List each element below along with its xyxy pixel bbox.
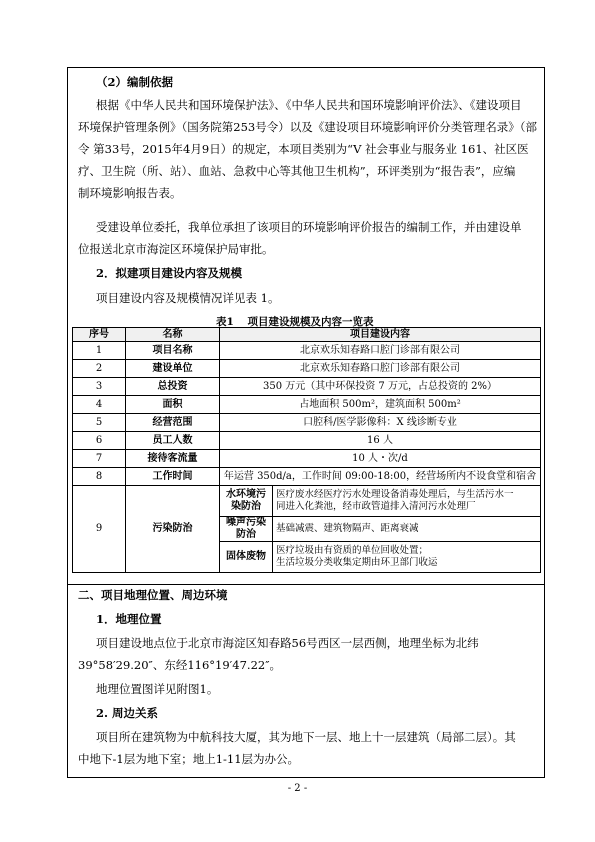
content-line: 同进入化粪池，经市政管道排入清河污水处理厂 (276, 501, 476, 512)
pollution-label-noise: 噪声污染防治 (220, 517, 273, 542)
row-no: 9 (73, 486, 126, 573)
location-line: 项目建设地点位于北京市海淀区知春路56号西区一层西侧，地理坐标为北纬 (96, 636, 479, 650)
pollution-content-solid (273, 542, 541, 573)
table-row (73, 360, 541, 378)
heading-location: 二、项目地理位置、周边环境 (78, 588, 228, 602)
table-caption-title: 项目建设规模及内容一览表 (247, 316, 374, 328)
table-row (73, 414, 541, 432)
para1-line: 根据《中华人民共和国环境保护法》、《中华人民共和国环境影响评价法》、《建设项目 (96, 98, 522, 112)
pollution-row-water (73, 486, 541, 517)
para1-line: 令 第33号，2015年4月9日）的规定，本项目类别为“V 社会事业与服务业 161、社区医 (78, 142, 529, 156)
para2-line: 位报送北京市海淀区环境保护局审批。 (78, 242, 274, 256)
subheading-surroundings: 2. 周边关系 (96, 706, 159, 720)
surroundings-line: 中地下-1层为地下室；地上1-11层为办公。 (78, 752, 300, 766)
heading-edit-basis: （2）编制依据 (96, 75, 174, 89)
heading-content-scale: 2．拟建项目建设内容及规模 (96, 266, 243, 280)
row-name: 工作时间 (126, 468, 220, 486)
table-header-row (73, 328, 541, 342)
surroundings-line: 项目所在建筑物为中航科技大厦，其为地下一层、地上十一层建筑（局部二层）。其 (96, 730, 516, 744)
row-content: 北京欢乐知春路口腔门诊部有限公司 (220, 342, 541, 360)
table-row (73, 450, 541, 468)
row-no: 2 (73, 360, 126, 378)
location-line: 39°58′29.20″、东经116°19′47.22″。 (78, 658, 282, 672)
pollution-label-solid: 固体废物 (220, 542, 273, 573)
row-content: 北京欢乐知春路口腔门诊部有限公司 (220, 360, 541, 378)
row-content: 年运营 350d/a，工作时间 09:00-18:00，经营场所内不设食堂和宿舍 (220, 468, 541, 486)
row-name: 员工人数 (126, 432, 220, 450)
table-row (73, 396, 541, 414)
subheading-geo: 1．地理位置 (96, 612, 162, 626)
row-no: 3 (73, 378, 126, 396)
para1-line: 制环境影响报告表。 (78, 186, 182, 200)
location-map-ref: 地理位置图详见附图1。 (96, 682, 219, 696)
row-no: 6 (73, 432, 126, 450)
para2-line: 受建设单位委托，我单位承担了该项目的环境影响评价报告的编制工作，并由建设单 (96, 220, 522, 234)
row-name: 经营范围 (126, 414, 220, 432)
row-content: 占地面积 500m²，建筑面积 500m² (220, 396, 541, 414)
project-table (72, 327, 541, 573)
row-content: 口腔科/医学影像科：X 线诊断专业 (220, 414, 541, 432)
header-name: 名称 (126, 328, 220, 342)
row-name: 项目名称 (126, 342, 220, 360)
row-name: 面积 (126, 396, 220, 414)
pollution-label-water: 水环境污染防治 (220, 486, 273, 517)
table-caption-number: 表1 (216, 316, 234, 328)
header-content: 项目建设内容 (220, 328, 541, 342)
content-line: 基础减震、建筑物隔声、距离衰减 (276, 523, 419, 534)
row-no: 8 (73, 468, 126, 486)
table-row (73, 378, 541, 396)
row-name: 总投资 (126, 378, 220, 396)
para1-line: 环境保护管理条例》（国务院第253号令）以及《建设项目环境影响评价分类管理名录》（部 (78, 120, 537, 134)
content-line: 医疗垃圾由有资质的单位回收处置； (276, 545, 429, 556)
row-name: 污染防治 (126, 486, 220, 573)
row-no: 4 (73, 396, 126, 414)
row-content: 16 人 (220, 432, 541, 450)
row-no: 7 (73, 450, 126, 468)
pollution-content-noise (273, 517, 541, 542)
content-line: 医疗废水经医疗污水处理设备消毒处理后，与生活污水一 (276, 489, 514, 500)
page-number: - 2 - (287, 783, 308, 794)
row-content: 350 万元（其中环保投资 7 万元，占总投资的 2%） (220, 378, 541, 396)
para1-line: 疗、卫生院（所、站）、血站、急救中心等其他卫生机构”，环评类别为“报告表”，应编 (78, 164, 516, 178)
row-name: 建设单位 (126, 360, 220, 378)
pollution-content-water (273, 486, 541, 517)
header-no: 序号 (73, 328, 126, 342)
table-row (73, 342, 541, 360)
table-intro: 项目建设内容及规模情况详见表 1。 (96, 291, 280, 305)
row-no: 5 (73, 414, 126, 432)
table-row (73, 432, 541, 450)
row-content: 10 人・次/d (220, 450, 541, 468)
table-row (73, 468, 541, 486)
row-name: 接待客流量 (126, 450, 220, 468)
row-no: 1 (73, 342, 126, 360)
content-line: 生活垃圾分类收集定期由环卫部门收运 (276, 557, 438, 568)
section-divider (68, 584, 544, 585)
